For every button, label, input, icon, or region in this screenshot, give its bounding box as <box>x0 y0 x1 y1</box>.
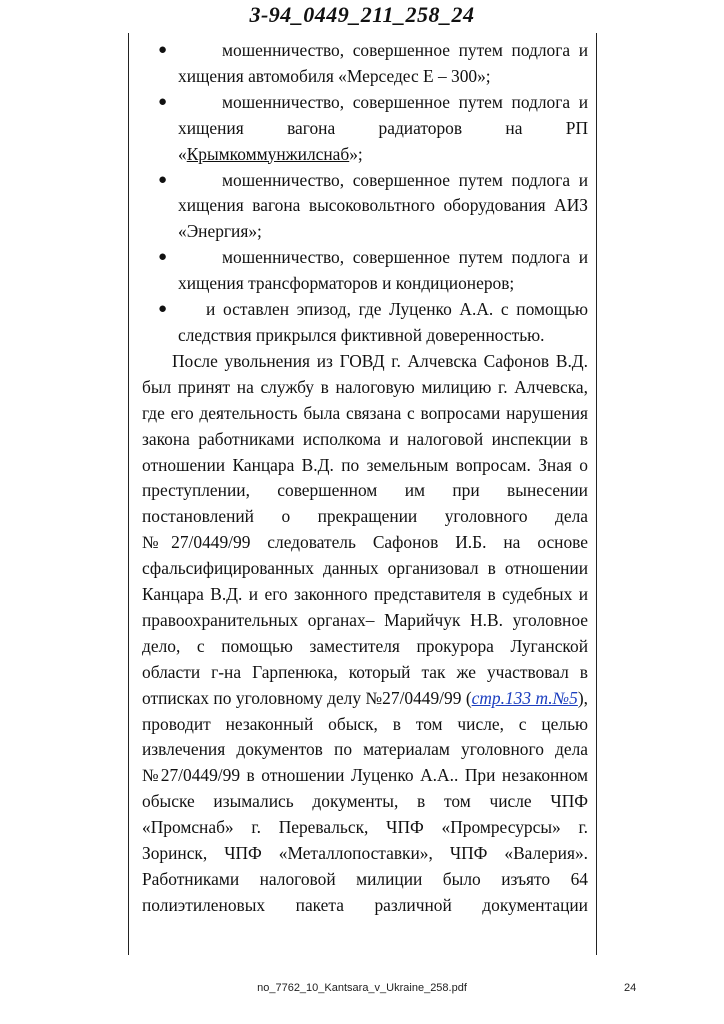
list-item-text-part: »; <box>349 143 363 164</box>
list-item-text: мошенничество, совершенное путем подлога и хищения вагона высоковольтного оборудования АИЗ «Энергия»; <box>178 169 588 242</box>
underlined-company-name: Крымкоммунжилснаб <box>186 143 350 164</box>
list-item <box>142 90 588 168</box>
document-body <box>142 38 588 919</box>
list-item <box>142 297 588 349</box>
list-item-text <box>178 90 588 168</box>
page-header-code: 3-94_0449_211_258_24 <box>249 2 475 27</box>
paragraph-text: После увольнения из ГОВД г. Алчевска Сафонов В.Д. был принят на службу в налоговую милицию г. Алчевска, где его деятельность была связана с вопросами нарушения закона работниками исполкома и налоговой инспекции в отношении Канцара В.Д. по земельным вопросам. Зная о преступлении, совершенном им при вынесении постановлений о прекращении уголовного дела №27/0449/99 следователь Сафонов И.Б. на основе сфальсифицированных данных организовал в отношении Канцара В.Д. и его законного представителя в судебных и правоохранительных органах– Марийчук Н.В. уголовное дело, с помощью заместителя прокурора Луганской области г-на Гарпенюка, который так же участвовал в отписках по уголовному делу №27/0449/99 ( <box>142 350 588 708</box>
footer-page-number: 24 <box>624 982 637 994</box>
list-item-text: мошенничество, совершенное путем подлога и хищения трансформаторов и кондиционеров; <box>178 247 588 294</box>
list-item-text-part: мошенничество, совершенное путем подлога и хищения вагона радиаторов на РП « <box>178 91 588 164</box>
bullet-dot-icon: ● <box>158 249 168 266</box>
paragraph-text-continued: ), проводит незаконный обыск, в том числе, с целью извлечения документов по материалам уголовного дела №27/0449/99 в отношении Луценко А.А.. При незаконном обыске изымались документы, в том числе ЧПФ «Промснаб» г. Перевальск, ЧПФ «Промресурсы» г. Зоринск, ЧПФ «Металлопоставки», ЧПФ «Валерия». Работниками налоговой милиции было изъято 64 полиэтиленовых пакета различной документации <box>142 687 589 915</box>
list-item <box>142 245 588 297</box>
list-item <box>142 38 588 90</box>
bullet-list <box>142 38 588 349</box>
right-margin-rule <box>596 33 597 955</box>
list-item <box>142 168 588 246</box>
bullet-dot-icon: ● <box>158 93 168 110</box>
left-margin-rule <box>128 33 129 955</box>
bullet-dot-icon: ● <box>158 171 168 188</box>
body-paragraph <box>142 349 588 919</box>
case-file-reference-link[interactable]: стр.133 т.№5 <box>471 687 578 708</box>
bullet-dot-icon: ● <box>158 42 168 58</box>
bullet-dot-icon: ● <box>158 301 168 318</box>
list-item-text: и оставлен эпизод, где Луценко А.А. с помощью следствия прикрылся фиктивной доверенностью. <box>178 299 588 345</box>
list-item-text: мошенничество, совершенное путем подлога и хищения автомобиля «Мерседес Е – 300»; <box>178 40 588 86</box>
footer-filename: no_7762_10_Kantsara_v_Ukraine_258.pdf <box>257 982 467 994</box>
